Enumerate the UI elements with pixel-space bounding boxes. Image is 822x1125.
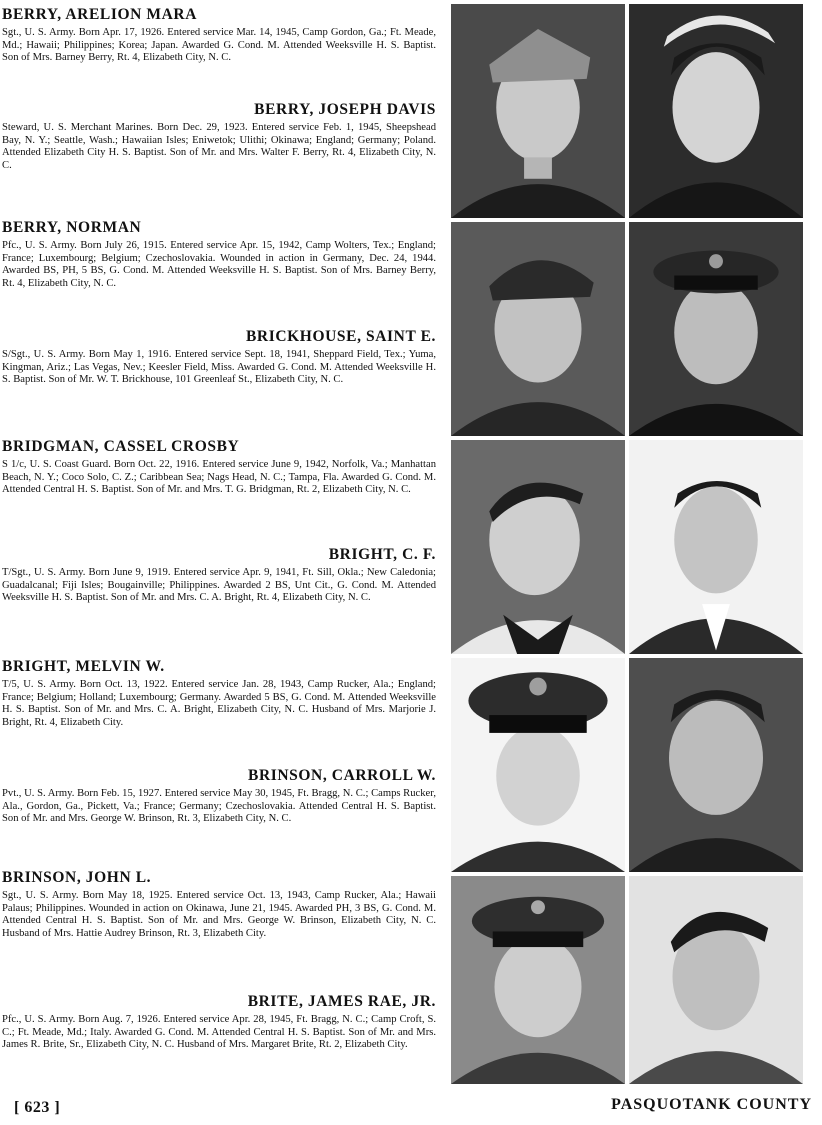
portrait-icon [451,440,625,654]
entry-bright-cf [0,546,436,605]
entry-bio: T/5, U. S. Army. Born Oct. 13, 1922. Entered service Jan. 28, 1943, Camp Rucker, Ala.; England; France; Belgium; Holland; Luxembourg; Germany. Awarded 5 BS, G. Cond. M. Attended Weeksville H. S. Baptist. Son of Mr. and Mrs. C. A. Bright, Elizabeth City, N. C. Husband of Mrs. Marjorie J. Bright, Rt. 4, Elizabeth City. [2,679,436,728]
entry-bright-melvin [0,658,436,729]
entry-bio: Sgt., U. S. Army. Born May 18, 1925. Entered service Oct. 13, 1943, Camp Rucker, Ala.; Hawaii Palaus; Philippines. Wounded in action on Okinawa, June 21, 1945. Awarded PH, 3 BS, G. Cond. M. Attended Central H. S. Baptist. Son of Mr. and Mrs. George W. Brinson, Elizabeth City, N. C. Husband of Mrs. Hattie Audrey Brinson, Rt. 3, Elizabeth City. [2,890,436,939]
entry-bio: Sgt., U. S. Army. Born Apr. 17, 1926. Entered service Mar. 14, 1945, Camp Gordon, Ga.; Ft. Meade, Md.; Hawaii; Philippines; Korea; Japan. Awarded G. Cond. M. Attended Weeksville H. S. Baptist. Son of Mrs. Barney Berry, Rt. 4, Elizabeth City, N. C. [2,27,436,64]
portrait-icon [451,4,625,218]
entry-bio: Pvt., U. S. Army. Born Feb. 15, 1927. Entered service May 30, 1945, Ft. Bragg, N. C.; Camps Rucker, Ala., Gordon, Ga., Pickett, Va.; France; Germany; Czechoslovakia. Attended Central H. S. Baptist. Son of Mr. and Mrs. George W. Brinson, Rt. 3, Elizabeth City, N. C. [2,788,436,825]
portrait-photo [629,440,803,654]
portrait-icon [629,222,803,436]
entry-bio: S 1/c, U. S. Coast Guard. Born Oct. 22, 1916. Entered service June 9, 1942, Norfolk, Va.; Manhattan Beach, N. Y.; Coco Solo, C. Z.; Caribbean Sea; Nags Head, N. C.; Tampa, Fla. Awarded G. Cond. M. Attended Central H. S. Baptist. Son of Mr. and Mrs. T. G. Bridgman, Rt. 2, Elizabeth City, N. C. [2,459,436,496]
entry-berry-joseph [0,101,436,172]
portrait-icon [451,658,625,872]
entry-brickhouse [0,328,436,387]
entry-brinson-carroll [0,767,436,826]
entry-bridgman [0,438,436,497]
entry-name: BERRY, JOSEPH DAVIS [254,101,436,118]
county-label: PASQUOTANK COUNTY [611,1096,812,1113]
entry-bio: Steward, U. S. Merchant Marines. Born Dec. 29, 1923. Entered service Feb. 1, 1945, Sheepshead Bay, N. Y.; Seattle, Wash.; Hawaiian Isles; Eniwetok; Ulithi; Okinawa; England; Germany; Poland. Attended Elizabeth City H. S. Baptist. Son of Mr. and Mrs. Walter F. Berry, Rt. 4, Elizabeth City, N. C. [2,122,436,171]
entry-bio: Pfc., U. S. Army. Born Aug. 7, 1926. Entered service Apr. 28, 1945, Ft. Bragg, N. C.; Camp Croft, S. C.; Ft. Meade, Md.; Italy. Awarded G. Cond. M. Attended Central H. S. Baptist. Son of Mr. and Mrs. James R. Brite, Sr., Elizabeth City, N. C. Husband of Mrs. Margaret Brite, Rt. 2, Elizabeth City. [2,1014,436,1051]
portrait-icon [629,4,803,218]
portrait-photo [629,658,803,872]
entry-name: BERRY, ARELION MARA [2,6,198,23]
portrait-icon [629,440,803,654]
portrait-icon [629,658,803,872]
entry-name: BRIGHT, C. F. [328,546,436,563]
entry-name: BERRY, NORMAN [2,219,142,236]
entry-name: BRIDGMAN, CASSEL CROSBY [2,438,240,455]
portrait-photo [451,876,625,1084]
entry-berry-norman [0,219,436,290]
entry-name: BRINSON, CARROLL W. [248,767,436,784]
portrait-icon [451,876,625,1084]
entry-name: BRITE, JAMES RAE, JR. [247,993,436,1010]
page-number: [ 623 ] [14,1099,61,1116]
entry-name: BRICKHOUSE, SAINT E. [245,328,436,345]
portrait-photo [629,222,803,436]
portrait-photo [451,658,625,872]
entry-bio: S/Sgt., U. S. Army. Born May 1, 1916. Entered service Sept. 18, 1941, Sheppard Field, Tex.; Yuma, Kingman, Ariz.; Las Vegas, Nev.; Keesler Field, Miss. Awarded G. Cond. M. Attended Weeksville H. S. Baptist. Son of Mr. W. T. Brickhouse, 101 Greenleaf St., Elizabeth City, N. C. [2,349,436,386]
portrait-photo [629,4,803,218]
portrait-photo [451,440,625,654]
entry-name: BRIGHT, MELVIN W. [2,658,165,675]
portrait-icon [629,876,803,1084]
entry-berry-arelion [0,6,436,65]
entry-brinson-john [0,869,436,940]
portrait-grid [451,4,807,1084]
entry-bio: Pfc., U. S. Army. Born July 26, 1915. Entered service Apr. 15, 1942, Camp Wolters, Tex.; England; France; Luxembourg; Belgium; Czechoslovakia. Wounded in action in Germany, Dec. 24, 1944. Awarded BS, PH, 5 BS, G. Cond. M. Attended Weeksville H. S. Baptist. Son of Mrs. Barney Berry, Rt. 4, Elizabeth City, N. C. [2,240,436,289]
entry-name: BRINSON, JOHN L. [2,869,152,886]
portrait-photo [451,4,625,218]
entry-brite [0,993,436,1052]
portrait-photo [629,876,803,1084]
entry-bio: T/Sgt., U. S. Army. Born June 9, 1919. Entered service Apr. 9, 1941, Ft. Sill, Okla.; New Caledonia; Guadalcanal; Fiji Isles; Bougainville; Philippines. Awarded 2 BS, Unt Cit., G. Cond. M. Attended Weeksville H. S. Baptist. Son of Mr. and Mrs. C. A. Bright, Rt. 4, Elizabeth City, N. C. [2,567,436,604]
portrait-icon [451,222,625,436]
portrait-photo [451,222,625,436]
